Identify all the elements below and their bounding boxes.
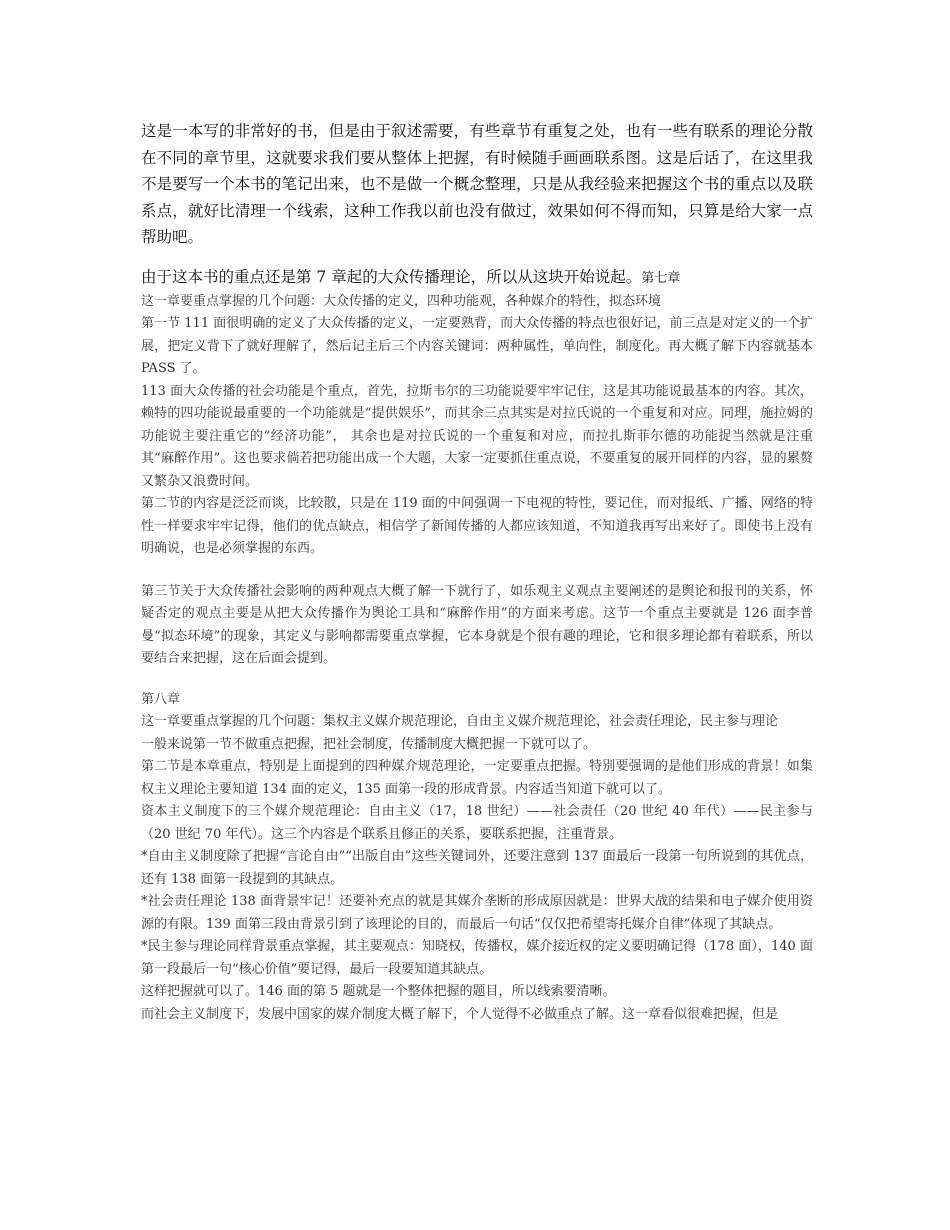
document-page — [141, 118, 813, 1026]
ch8-three-theories: 资本主义制度下的三个媒介规范理论：自由主义（17，18 世纪）——社会责任（20 世纪 40 年代）——民主参与（20 世纪 70 年代）。这三个内容是个联系且修正的关系，要联系把握，注重背景。 — [141, 804, 813, 842]
paragraph-gap — [141, 561, 813, 581]
ch8-democratic-participation: *民主参与理论同样背景重点掌握，其主要观点：知晓权，传播权，媒介接近权的定义要明确记得（178 面），140 面第一段最后一句“核心价值”要记得，最后一段要知道其缺点。 — [141, 939, 813, 977]
chapter-8-heading: 第八章 — [141, 691, 181, 707]
ch8-section-2: 第二节是本章重点，特别是上面提到的四种媒介规范理论，一定要重点把握。特别要强调的是他们形成的背景！如集权主义理论主要知道 134 面的定义，135 面第一段的形成背景。内容适当知道下就可以了。 — [141, 759, 813, 797]
lead-text: 由于这本书的重点还是第 7 章起的大众传播理论，所以从这块开始说起。 — [141, 267, 642, 286]
ch8-liberalism: *自由主义制度除了把握“言论自由”“出版自由”这些关键词外，还要注意到 137 面最后一段第一句所说到的其优点，还有 138 面第一段提到的其缺点。 — [141, 849, 813, 887]
chapter-7-heading: 第七章 — [641, 270, 681, 286]
lead-paragraph — [141, 265, 813, 291]
ch8-key-points: 这一章要重点掌握的几个问题：集权主义媒介规范理论，自由主义媒介规范理论，社会责任理论，民主参与理论 — [141, 714, 779, 729]
ch8-summary: 这样把握就可以了。146 面的第 5 题就是一个整体把握的题目，所以线索要清晰。 — [141, 984, 616, 999]
ch7-section-2: 第二节的内容是泛泛而谈，比较散，只是在 119 面的中间强调一下电视的特性，要记住，而对报纸、广播、网络的特性一样要求牢牢记得，他们的优点缺点，相信学了新闻传播的人都应该知道，不知道我再写出来好了。即使书上没有明确说，也是必须掌握的东西。 — [141, 496, 813, 556]
intro-paragraph: 这是一本写的非常好的书，但是由于叙述需要，有些章节有重复之处，也有一些有联系的理论分散在不同的章节里，这就要求我们要从整体上把握，有时候随手画画联系图。这是后话了，在这里我不是要写一个本书的笔记出来，也不是做一个概念整理，只是从我经验来把握这个书的重点以及联系点，就好比清理一个线索，这种工作我以前也没有做过，效果如何不得而知，只算是给大家一点帮助吧。 — [141, 122, 813, 246]
chapter-7-section — [141, 291, 813, 1027]
ch7-section-3: 第三节关于大众传播社会影响的两种观点大概了解一下就行了，如乐观主义观点主要阐述的是舆论和报刊的关系，怀疑否定的观点主要是从把大众传播作为舆论工具和“麻醉作用”的方面来考虑。这节一个重点主要就是 126 面李普曼“拟态环境”的现象，其定义与影响都需要重点掌握，它本身就是个很有趣的理论，它和很多理论都有着联系，所以要结合来把握，这在后面会提到。 — [141, 583, 813, 666]
ch8-section-1: 一般来说第一节不做重点把握，把社会制度，传播制度大概把握一下就可以了。 — [141, 736, 597, 752]
ch8-socialist-system: 而社会主义制度下，发展中国家的媒介制度大概了解下，个人觉得不必做重点了解。这一章看似很难把握，但是 — [141, 1006, 779, 1022]
ch7-social-functions: 113 面大众传播的社会功能是个重点，首先，拉斯韦尔的三功能说要牢牢记住，这是其功能说最基本的内容。其次，赖特的四功能说最重要的一个功能就是“提供娱乐”，而其余三点其实是对拉氏说的一个重复和对应。同理，施拉姆的功能说主要注重它的“经济功能”， 其余也是对拉氏说的一个重复和对应，而拉扎斯菲尔德的功能捉当然就是注重其“麻醉作用”。这也要求倘若把功能出成一个大题，大家一定要抓住重点说，不要重复的展开同样的内容，显的累赘又繁杂又浪费时间。 — [141, 383, 813, 489]
paragraph-gap — [141, 671, 813, 689]
ch8-social-responsibility: *社会责任理论 138 面背景牢记！还要补充点的就是其媒介垄断的形成原因就是：世界大战的结果和电子媒介使用资源的有限。139 面第三段由背景引到了该理论的目的，而最后一句话“仅仅把希望寄托媒介自律”体现了其缺点。 — [141, 894, 813, 932]
ch7-key-points: 这一章要重点掌握的几个问题：大众传播的定义，四种功能观，各种媒介的特性，拟态环境 — [141, 293, 662, 309]
ch7-section-1: 第一节 111 面很明确的定义了大众传播的定义，一定要熟背，而大众传播的特点也很好记，前三点是对定义的一个扩展，把定义背下了就好理解了，然后记主后三个内容关键词：两种属性，单向性，制度化。再大概了解下内容就基本 PASS 了。 — [141, 316, 813, 376]
